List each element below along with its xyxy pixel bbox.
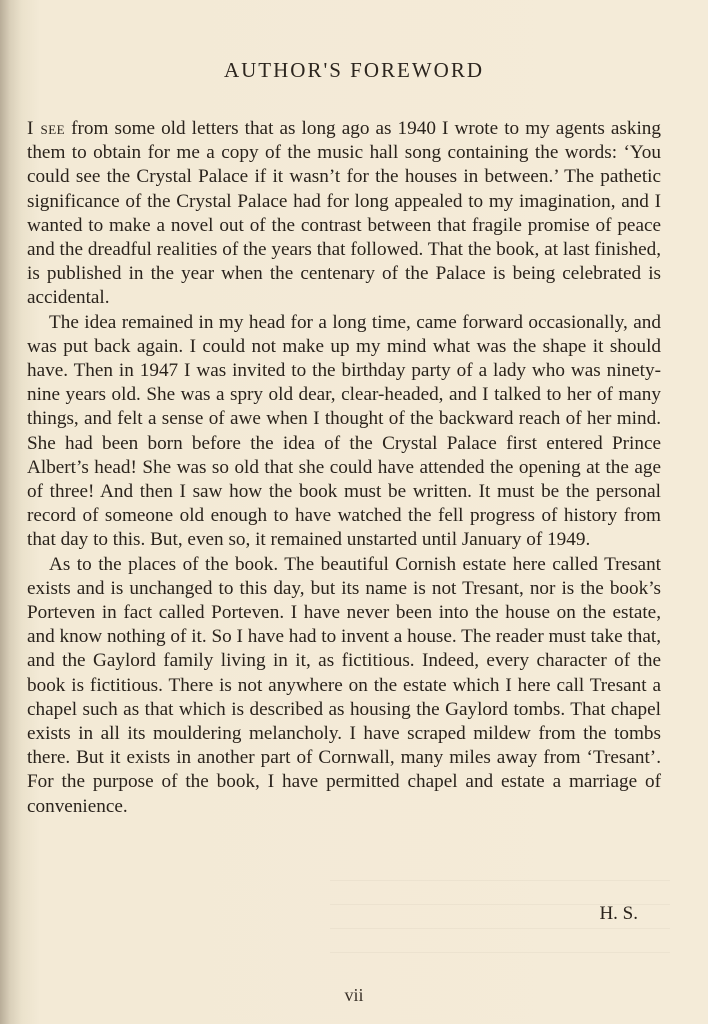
- foreword-body: [27, 117, 661, 819]
- paragraph-1-text: from some old letters that as long ago as 1940 I wrote to my agents asking them to obtain for me a copy of the music hall song containing the words: ‘You could see the Crystal Palace if it wasn’t for the houses in between.’ The pathetic significance of the Crystal Palace had for long appealed to my imagination, and I wanted to make a novel out of the contrast between that fragile promise of peace and the dreadful realities of the years that followed. That the book, at last finished, is published in the year when the centenary of the Palace is being celebrated is accidental.: [27, 118, 661, 309]
- paragraph-1: [27, 117, 661, 311]
- paragraph-2: The idea remained in my head for a long time, came forward occasionally, and was put back again. I could not make up my mind what was the shape it should have. Then in 1947 I was invited to the birthday party of a lady who was ninety-nine years old. She was a spry old dear, clear-headed, and I talked to her of many things, and felt a sense of awe when I thought of the backward reach of her mind. She had been born before the idea of the Crystal Palace first entered Prince Albert’s head! She was so old that she could have attended the opening at the age of three! And then I saw how the book must be written. It must be the personal record of someone old enough to have watched the fell progress of history from that day to this. But, even so, it remained unstarted until January of 1949.: [27, 311, 661, 551]
- paragraph-3: As to the places of the book. The beautiful Cornish estate here called Tresant exists and is unchanged to this day, but its name is not Tresant, nor is the book’s Porteven in fact called Porteven. I have never been into the house on the estate, and know nothing of it. So I have had to invent a house. The reader must take that, and the Gaylord family living in it, as fictitious. Indeed, every character of the book is fictitious. There is not anywhere on the estate which I here call Tresant a chapel such as that which is described as housing the Gaylord tombs. That chapel exists in all its mouldering melancholy. I have scraped mildew from the tombs there. But it exists in another part of Cornwall, many miles away from ‘Tresant’. For the purpose of the book, I have permitted chapel and estate a marriage of convenience.: [27, 553, 661, 817]
- author-initials: H. S.: [599, 903, 638, 924]
- opening-small-caps: I see: [27, 118, 66, 139]
- page-number: vii: [344, 985, 364, 1005]
- page-title: AUTHOR'S FOREWORD: [223, 58, 485, 82]
